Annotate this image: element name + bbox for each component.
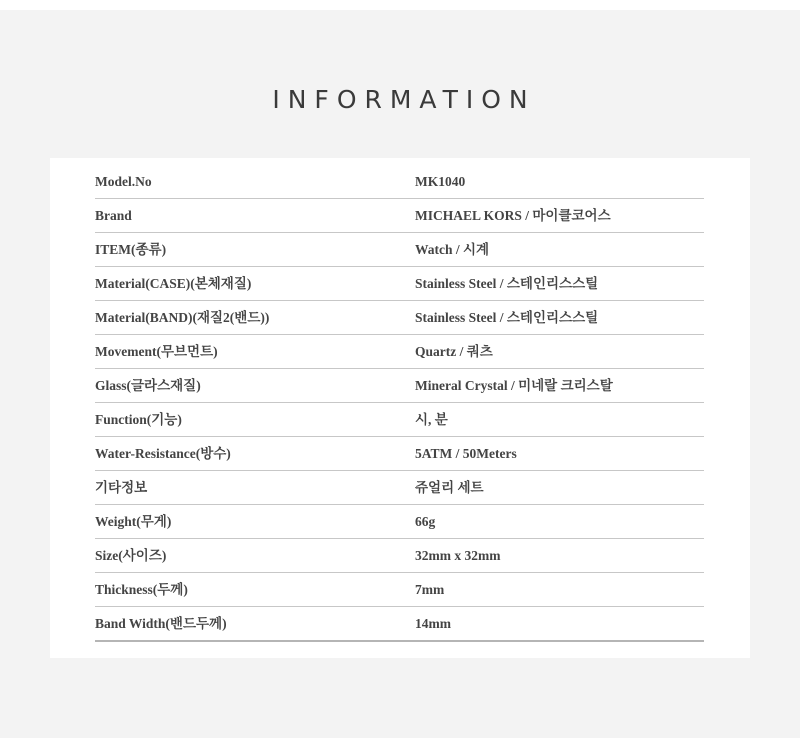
- spec-row-brand: [95, 199, 704, 233]
- spec-row-other-info: [95, 471, 704, 505]
- spec-value: Quartz / 쿼츠: [415, 344, 493, 359]
- spec-label: Weight(무게): [95, 514, 172, 529]
- section-title: INFORMATION: [272, 85, 536, 114]
- spec-row-movement: [95, 335, 704, 369]
- info-card: [50, 158, 750, 658]
- spec-value: Watch / 시계: [415, 242, 490, 257]
- spec-label: Material(BAND)(재질2(밴드)): [95, 310, 270, 325]
- spec-label: Material(CASE)(본체재질): [95, 276, 252, 291]
- spec-row-model-no: [95, 165, 704, 199]
- spec-row-weight: [95, 505, 704, 539]
- spec-row-size: [95, 539, 704, 573]
- spec-value: MK1040: [415, 174, 466, 189]
- spec-row-band-width: [95, 607, 704, 642]
- spec-value: 66g: [415, 514, 436, 529]
- spec-label: ITEM(종류): [95, 242, 167, 257]
- spec-value: 32mm x 32mm: [415, 548, 501, 563]
- spec-label: Band Width(밴드두께): [95, 616, 227, 631]
- spec-row-item: [95, 233, 704, 267]
- spec-row-thickness: [95, 573, 704, 607]
- spec-label: Size(사이즈): [95, 548, 167, 563]
- spec-label: Model.No: [95, 174, 152, 189]
- spec-label: Thickness(두께): [95, 582, 188, 597]
- spec-value: MICHAEL KORS / 마이클코어스: [415, 208, 611, 223]
- spec-value: 14mm: [415, 616, 451, 631]
- spec-label: Brand: [95, 208, 132, 223]
- spec-row-glass: [95, 369, 704, 403]
- spec-row-material-case: [95, 267, 704, 301]
- spec-label: Glass(글라스재질): [95, 378, 201, 393]
- spec-value: Stainless Steel / 스테인리스스틸: [415, 276, 599, 291]
- spec-value: Stainless Steel / 스테인리스스틸: [415, 310, 599, 325]
- spec-value: 시, 분: [415, 412, 448, 427]
- spec-label: Function(기능): [95, 412, 182, 427]
- spec-value: 7mm: [415, 582, 445, 597]
- spec-value: Mineral Crystal / 미네랄 크리스탈: [415, 378, 613, 393]
- spec-value: 쥬얼리 세트: [415, 480, 484, 495]
- spec-label: Movement(무브먼트): [95, 344, 218, 359]
- spec-label: 기타정보: [95, 480, 148, 495]
- spec-table: [95, 165, 704, 642]
- spec-row-function: [95, 403, 704, 437]
- spec-row-water-resistance: [95, 437, 704, 471]
- spec-label: Water-Resistance(방수): [95, 446, 231, 461]
- spec-row-material-band: [95, 301, 704, 335]
- spec-value: 5ATM / 50Meters: [415, 446, 517, 461]
